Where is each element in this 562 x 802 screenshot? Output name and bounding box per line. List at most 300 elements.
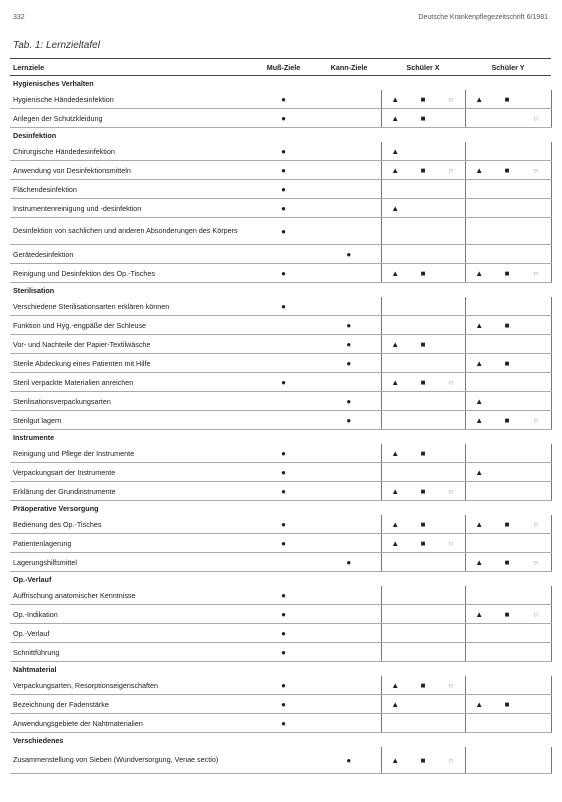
dot-icon: ● xyxy=(346,396,352,406)
muss-mark xyxy=(250,316,317,335)
dot-icon: ● xyxy=(281,268,286,278)
schueler-x-mark xyxy=(409,297,437,316)
section-label: Op.-Verlauf xyxy=(13,574,52,584)
schueler-x-mark xyxy=(409,354,437,373)
triangle-icon: ▲ xyxy=(391,377,400,387)
schueler-y-mark xyxy=(493,411,521,430)
schueler-x-mark xyxy=(409,109,437,128)
row-label: Verpackungsart der Instrumente xyxy=(10,463,250,482)
square-icon: ■ xyxy=(504,519,510,529)
schueler-y-mark xyxy=(493,109,521,128)
schueler-y-mark xyxy=(521,624,551,643)
circle-icon: ○ xyxy=(533,557,539,567)
schueler-y-mark xyxy=(465,676,493,695)
muss-mark xyxy=(250,297,317,316)
schueler-x-mark xyxy=(381,482,409,501)
square-icon: ■ xyxy=(420,377,426,387)
schueler-x-mark xyxy=(381,515,409,534)
schueler-x-mark xyxy=(409,534,437,553)
square-icon: ■ xyxy=(504,557,510,567)
square-icon: ■ xyxy=(420,486,426,496)
triangle-icon: ▲ xyxy=(391,538,400,548)
schueler-x-mark xyxy=(409,335,437,354)
triangle-icon: ▲ xyxy=(391,486,400,496)
circle-icon: ○ xyxy=(533,609,539,619)
muss-mark xyxy=(250,695,317,714)
triangle-icon: ▲ xyxy=(391,203,400,213)
table-row xyxy=(10,373,551,392)
schueler-x-mark xyxy=(437,676,465,695)
square-icon: ■ xyxy=(504,320,510,330)
schueler-x-mark xyxy=(409,373,437,392)
schueler-y-mark xyxy=(521,411,551,430)
muss-mark xyxy=(250,264,317,283)
table-row xyxy=(10,199,551,218)
kann-mark xyxy=(317,444,381,463)
schueler-y-mark xyxy=(465,199,493,218)
table-header xyxy=(10,59,551,76)
circle-icon: ○ xyxy=(533,268,539,278)
schueler-x-mark xyxy=(409,199,437,218)
dot-icon: ● xyxy=(281,94,286,104)
dot-icon: ● xyxy=(281,184,286,194)
schueler-y-mark xyxy=(493,161,521,180)
schueler-y-mark xyxy=(465,747,493,774)
row-label: Lagerungshilfsmittel xyxy=(10,553,250,572)
schueler-x-mark xyxy=(409,463,437,482)
schueler-x-mark xyxy=(437,316,465,335)
muss-mark xyxy=(250,444,317,463)
schueler-x-mark xyxy=(409,444,437,463)
schueler-y-mark xyxy=(465,482,493,501)
table-row xyxy=(10,695,551,714)
schueler-x-mark xyxy=(437,264,465,283)
row-label: Reinigung und Pflege der Instrumente xyxy=(10,444,250,463)
kann-mark xyxy=(317,482,381,501)
kann-mark xyxy=(317,605,381,624)
schueler-y-mark xyxy=(493,444,521,463)
col-schueler-x: Schüler X xyxy=(381,59,465,76)
dot-icon: ● xyxy=(281,467,286,477)
kann-mark xyxy=(317,354,381,373)
table-row xyxy=(10,482,551,501)
table-row xyxy=(10,161,551,180)
square-icon: ■ xyxy=(504,609,510,619)
row-label: Anwendung von Desinfektionsmitteln xyxy=(10,161,250,180)
row-label: Zusammenstellung von Sieben (Wundversorgung, Venae sectio) xyxy=(10,747,250,774)
schueler-x-mark xyxy=(381,411,409,430)
schueler-x-mark xyxy=(409,482,437,501)
table-row xyxy=(10,534,551,553)
triangle-icon: ▲ xyxy=(391,113,400,123)
triangle-icon: ▲ xyxy=(475,557,484,567)
muss-mark xyxy=(250,180,317,199)
kann-mark xyxy=(317,553,381,572)
triangle-icon: ▲ xyxy=(475,396,484,406)
schueler-x-mark xyxy=(381,373,409,392)
section-label: Verschiedenes xyxy=(13,735,64,745)
schueler-x-mark xyxy=(381,624,409,643)
schueler-x-mark xyxy=(437,142,465,161)
dot-icon: ● xyxy=(281,165,286,175)
schueler-y-mark xyxy=(493,463,521,482)
muss-mark xyxy=(250,245,317,264)
row-label: Steril verpackte Materialien anreichen xyxy=(10,373,250,392)
schueler-y-mark xyxy=(493,714,521,733)
triangle-icon: ▲ xyxy=(391,448,400,458)
schueler-y-mark xyxy=(493,218,521,245)
schueler-x-mark xyxy=(381,586,409,605)
kann-mark xyxy=(317,180,381,199)
muss-mark xyxy=(250,643,317,662)
schueler-y-mark xyxy=(493,482,521,501)
schueler-x-mark xyxy=(437,109,465,128)
lernziel-table xyxy=(10,58,552,774)
schueler-x-mark xyxy=(381,90,409,109)
muss-mark xyxy=(250,624,317,643)
dot-icon: ● xyxy=(281,226,286,236)
muss-mark xyxy=(250,109,317,128)
kann-mark xyxy=(317,335,381,354)
col-kann: Kann-Ziele xyxy=(317,59,381,76)
schueler-y-mark xyxy=(521,373,551,392)
muss-mark xyxy=(250,463,317,482)
schueler-x-mark xyxy=(437,161,465,180)
dot-icon: ● xyxy=(281,647,286,657)
schueler-x-mark xyxy=(409,392,437,411)
schueler-x-mark xyxy=(381,714,409,733)
dot-icon: ● xyxy=(281,680,286,690)
table-row xyxy=(10,747,551,774)
row-label: Patientenlagerung xyxy=(10,534,250,553)
schueler-x-mark xyxy=(381,316,409,335)
dot-icon: ● xyxy=(346,339,352,349)
triangle-icon: ▲ xyxy=(391,339,400,349)
kann-mark xyxy=(317,392,381,411)
schueler-x-mark xyxy=(437,553,465,572)
schueler-x-mark xyxy=(409,643,437,662)
muss-mark xyxy=(250,218,317,245)
schueler-x-mark xyxy=(437,335,465,354)
schueler-x-mark xyxy=(381,643,409,662)
muss-mark xyxy=(250,199,317,218)
schueler-y-mark xyxy=(521,90,551,109)
table-row xyxy=(10,264,551,283)
schueler-y-mark xyxy=(465,643,493,662)
schueler-x-mark xyxy=(409,553,437,572)
table-row xyxy=(10,354,551,373)
circle-icon: ○ xyxy=(448,486,454,496)
dot-icon: ● xyxy=(281,609,286,619)
dot-icon: ● xyxy=(281,628,286,638)
square-icon: ■ xyxy=(420,339,426,349)
section-row xyxy=(10,662,551,677)
schueler-x-mark xyxy=(437,392,465,411)
kann-mark xyxy=(317,586,381,605)
row-label: Op.-Indikation xyxy=(10,605,250,624)
schueler-y-mark xyxy=(493,335,521,354)
kann-mark xyxy=(317,218,381,245)
kann-mark xyxy=(317,624,381,643)
schueler-y-mark xyxy=(521,245,551,264)
schueler-y-mark xyxy=(493,586,521,605)
schueler-y-mark xyxy=(465,316,493,335)
schueler-y-mark xyxy=(465,335,493,354)
schueler-x-mark xyxy=(409,161,437,180)
row-label: Verschiedene Sterilisationsarten erklären können xyxy=(10,297,250,316)
schueler-x-mark xyxy=(409,515,437,534)
schueler-y-mark xyxy=(521,218,551,245)
schueler-x-mark xyxy=(437,695,465,714)
schueler-x-mark xyxy=(437,747,465,774)
muss-mark xyxy=(250,354,317,373)
triangle-icon: ▲ xyxy=(475,320,484,330)
circle-icon: ○ xyxy=(448,94,454,104)
row-label: Instrumentenreinigung und -desinfektion xyxy=(10,199,250,218)
dot-icon: ● xyxy=(281,146,286,156)
triangle-icon: ▲ xyxy=(391,165,400,175)
row-label: Anlegen der Schutzkleidung xyxy=(10,109,250,128)
schueler-y-mark xyxy=(493,264,521,283)
schueler-y-mark xyxy=(521,463,551,482)
schueler-x-mark xyxy=(381,392,409,411)
schueler-y-mark xyxy=(465,534,493,553)
triangle-icon: ▲ xyxy=(475,94,484,104)
schueler-x-mark xyxy=(437,444,465,463)
muss-mark xyxy=(250,714,317,733)
dot-icon: ● xyxy=(281,538,286,548)
schueler-x-mark xyxy=(409,586,437,605)
row-label: Sterilisationsverpackungsarten xyxy=(10,392,250,411)
schueler-y-mark xyxy=(521,335,551,354)
schueler-y-mark xyxy=(521,354,551,373)
row-label: Verpackungsarten, Resorptionseigenschaften xyxy=(10,676,250,695)
table-row xyxy=(10,463,551,482)
square-icon: ■ xyxy=(504,415,510,425)
schueler-x-mark xyxy=(381,297,409,316)
muss-mark xyxy=(250,373,317,392)
schueler-y-mark xyxy=(521,180,551,199)
schueler-y-mark xyxy=(521,392,551,411)
schueler-y-mark xyxy=(465,297,493,316)
circle-icon: ○ xyxy=(448,755,454,765)
section-row xyxy=(10,501,551,516)
kann-mark xyxy=(317,714,381,733)
schueler-y-mark xyxy=(493,90,521,109)
schueler-y-mark xyxy=(493,747,521,774)
schueler-y-mark xyxy=(493,695,521,714)
table-row xyxy=(10,676,551,695)
triangle-icon: ▲ xyxy=(391,519,400,529)
table-row xyxy=(10,142,551,161)
schueler-x-mark xyxy=(437,482,465,501)
schueler-y-mark xyxy=(521,605,551,624)
triangle-icon: ▲ xyxy=(391,268,400,278)
dot-icon: ● xyxy=(281,448,286,458)
schueler-x-mark xyxy=(437,373,465,392)
muss-mark xyxy=(250,586,317,605)
square-icon: ■ xyxy=(504,94,510,104)
schueler-y-mark xyxy=(493,643,521,662)
square-icon: ■ xyxy=(504,699,510,709)
schueler-y-mark xyxy=(493,142,521,161)
schueler-x-mark xyxy=(437,90,465,109)
dot-icon: ● xyxy=(281,699,286,709)
dot-icon: ● xyxy=(281,486,286,496)
row-label: Sterile Abdeckung eines Patienten mit Hilfe xyxy=(10,354,250,373)
schueler-y-mark xyxy=(521,586,551,605)
schueler-x-mark xyxy=(409,180,437,199)
kann-mark xyxy=(317,245,381,264)
schueler-x-mark xyxy=(381,534,409,553)
table-row xyxy=(10,90,551,109)
kann-mark xyxy=(317,142,381,161)
row-label: Bezeichnung der Fadenstärke xyxy=(10,695,250,714)
schueler-x-mark xyxy=(381,245,409,264)
kann-mark xyxy=(317,109,381,128)
schueler-y-mark xyxy=(465,411,493,430)
square-icon: ■ xyxy=(420,755,426,765)
schueler-x-mark xyxy=(381,676,409,695)
schueler-y-mark xyxy=(465,218,493,245)
muss-mark xyxy=(250,534,317,553)
muss-mark xyxy=(250,161,317,180)
square-icon: ■ xyxy=(420,448,426,458)
schueler-x-mark xyxy=(409,264,437,283)
kann-mark xyxy=(317,199,381,218)
schueler-x-mark xyxy=(381,695,409,714)
schueler-y-mark xyxy=(465,180,493,199)
row-label: Desinfektion von sachlichen und anderen Absonderungen des Körpers xyxy=(10,218,250,245)
schueler-y-mark xyxy=(521,264,551,283)
kann-mark xyxy=(317,747,381,774)
muss-mark xyxy=(250,392,317,411)
section-label: Sterilisation xyxy=(13,285,55,295)
circle-icon: ○ xyxy=(533,165,539,175)
schueler-x-mark xyxy=(381,463,409,482)
square-icon: ■ xyxy=(504,268,510,278)
schueler-y-mark xyxy=(521,676,551,695)
schueler-x-mark xyxy=(409,218,437,245)
square-icon: ■ xyxy=(420,519,426,529)
table-row xyxy=(10,411,551,430)
table-row xyxy=(10,444,551,463)
schueler-y-mark xyxy=(465,463,493,482)
table-row xyxy=(10,316,551,335)
muss-mark xyxy=(250,335,317,354)
circle-icon: ○ xyxy=(448,680,454,690)
table-row xyxy=(10,643,551,662)
schueler-x-mark xyxy=(381,354,409,373)
schueler-x-mark xyxy=(409,714,437,733)
dot-icon: ● xyxy=(281,301,286,311)
schueler-x-mark xyxy=(381,109,409,128)
schueler-y-mark xyxy=(465,392,493,411)
schueler-y-mark xyxy=(493,515,521,534)
row-label: Flächendesinfektion xyxy=(10,180,250,199)
schueler-y-mark xyxy=(465,354,493,373)
section-row xyxy=(10,572,551,587)
dot-icon: ● xyxy=(281,377,286,387)
circle-icon: ○ xyxy=(533,113,539,123)
schueler-y-mark xyxy=(493,392,521,411)
schueler-y-mark xyxy=(493,553,521,572)
kann-mark xyxy=(317,411,381,430)
schueler-y-mark xyxy=(493,316,521,335)
schueler-y-mark xyxy=(465,264,493,283)
schueler-y-mark xyxy=(493,676,521,695)
schueler-y-mark xyxy=(465,695,493,714)
kann-mark xyxy=(317,161,381,180)
schueler-x-mark xyxy=(437,714,465,733)
schueler-y-mark xyxy=(465,605,493,624)
schueler-y-mark xyxy=(521,714,551,733)
schueler-x-mark xyxy=(437,218,465,245)
circle-icon: ○ xyxy=(448,538,454,548)
section-label: Präoperative Versorgung xyxy=(13,503,99,513)
row-label: Anwendungsgebiete der Nahtmaterialien xyxy=(10,714,250,733)
schueler-x-mark xyxy=(409,624,437,643)
schueler-y-mark xyxy=(465,515,493,534)
dot-icon: ● xyxy=(346,358,352,368)
schueler-x-mark xyxy=(409,747,437,774)
schueler-y-mark xyxy=(493,605,521,624)
table-row xyxy=(10,218,551,245)
square-icon: ■ xyxy=(504,165,510,175)
square-icon: ■ xyxy=(504,358,510,368)
schueler-x-mark xyxy=(381,161,409,180)
schueler-y-mark xyxy=(521,316,551,335)
table-row xyxy=(10,605,551,624)
kann-mark xyxy=(317,643,381,662)
row-label: Vor- und Nachteile der Papier-Textilwäsche xyxy=(10,335,250,354)
kann-mark xyxy=(317,264,381,283)
table-row xyxy=(10,245,551,264)
schueler-y-mark xyxy=(465,553,493,572)
muss-mark xyxy=(250,142,317,161)
schueler-x-mark xyxy=(409,676,437,695)
schueler-y-mark xyxy=(493,199,521,218)
row-label: Bedienung des Op.-Tisches xyxy=(10,515,250,534)
schueler-x-mark xyxy=(437,624,465,643)
kann-mark xyxy=(317,695,381,714)
section-row xyxy=(10,430,551,445)
schueler-y-mark xyxy=(465,109,493,128)
dot-icon: ● xyxy=(281,113,286,123)
triangle-icon: ▲ xyxy=(391,755,400,765)
circle-icon: ○ xyxy=(533,519,539,529)
section-row xyxy=(10,283,551,298)
kann-mark xyxy=(317,676,381,695)
schueler-y-mark xyxy=(521,695,551,714)
kann-mark xyxy=(317,463,381,482)
table-row xyxy=(10,714,551,733)
dot-icon: ● xyxy=(346,249,352,259)
table-row xyxy=(10,109,551,128)
schueler-y-mark xyxy=(465,714,493,733)
table-row xyxy=(10,335,551,354)
dot-icon: ● xyxy=(281,203,286,213)
schueler-x-mark xyxy=(437,463,465,482)
row-label: Sterilgut lagern xyxy=(10,411,250,430)
triangle-icon: ▲ xyxy=(475,519,484,529)
muss-mark xyxy=(250,482,317,501)
schueler-x-mark xyxy=(409,316,437,335)
schueler-x-mark xyxy=(381,553,409,572)
schueler-x-mark xyxy=(409,411,437,430)
table-row xyxy=(10,586,551,605)
table-row xyxy=(10,515,551,534)
